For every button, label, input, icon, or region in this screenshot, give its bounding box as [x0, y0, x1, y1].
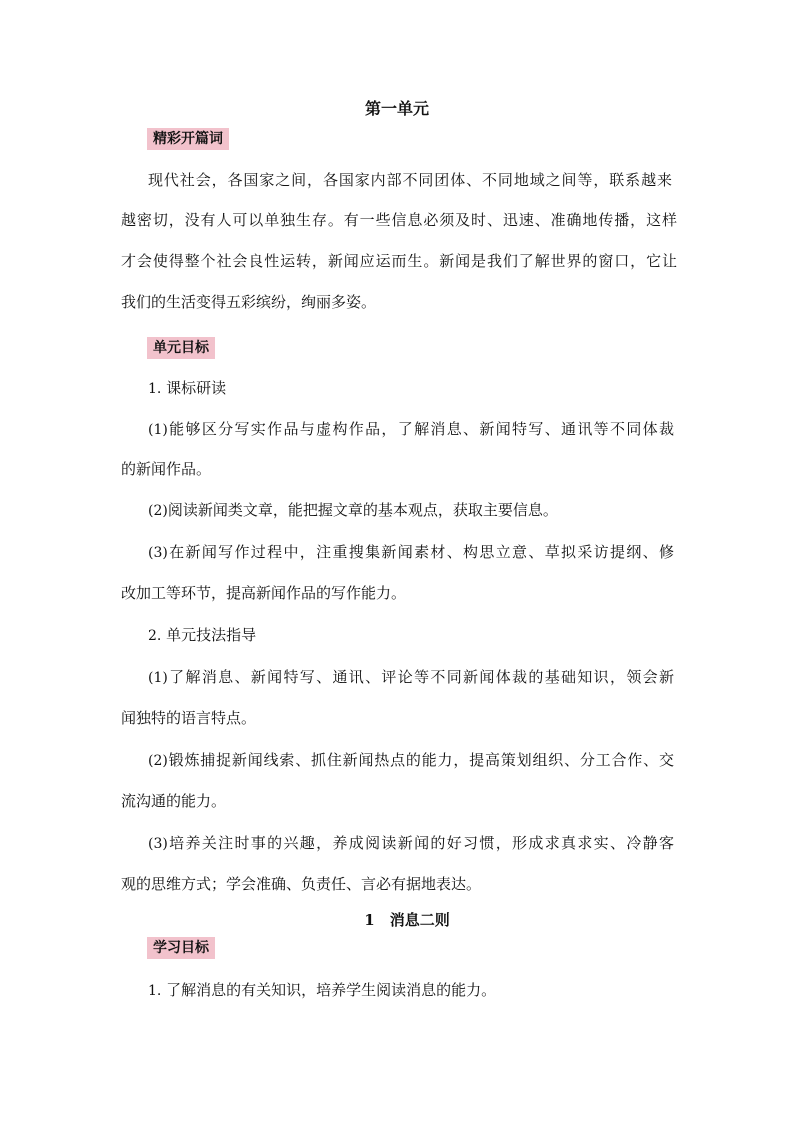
part1-item1-number: (1)	[148, 422, 168, 438]
part1-title: 课标研读	[166, 379, 227, 397]
part2-item1-line1	[148, 667, 674, 688]
section-badge-learning: 学习目标	[147, 937, 215, 959]
intro-line-2: 越密切，没有人可以单独生存。有一些信息必须及时、迅速、准确地传播，这样	[121, 211, 677, 229]
learning-goal-number: 1.	[148, 983, 162, 999]
part2-item1-line2: 闻独特的语言特点。	[121, 709, 257, 727]
part2-item3-text: 培养关注时事的兴趣，养成阅读新闻的好习惯，形成求真求实、冷静客	[167, 834, 674, 852]
part1-item2-text: 阅读新闻类文章，能把握文章的基本观点，获取主要信息。	[167, 501, 558, 519]
unit-title: 第一单元	[364, 99, 429, 118]
section-badge-goals: 单元目标	[147, 337, 215, 359]
part1-item2-line1	[148, 500, 704, 521]
part1-item3-text: 在新闻写作过程中，注重搜集新闻素材、构思立意、草拟采访提纲、修	[167, 543, 674, 561]
part2-heading	[148, 625, 704, 646]
learning-goal-text: 了解消息的有关知识，培养学生阅读消息的能力。	[166, 981, 497, 999]
part2-item3-line1	[148, 833, 674, 854]
part2-item2-line1	[148, 750, 674, 771]
part2-item2-number: (2)	[148, 753, 168, 769]
part2-item3-number: (3)	[148, 836, 168, 852]
part1-item1-line2: 的新闻作品。	[121, 460, 212, 478]
part2-item1-text: 了解消息、新闻特写、通讯、评论等不同新闻体裁的基础知识，领会新	[167, 668, 674, 686]
part2-item2-text: 锻炼捕捉新闻线索、抓住新闻热点的能力，提高策划组织、分工合作、交	[167, 751, 674, 769]
learning-goal-line	[148, 980, 704, 1001]
part1-item3-number: (3)	[148, 545, 168, 561]
intro-line-4: 我们的生活变得五彩缤纷，绚丽多姿。	[121, 293, 377, 311]
part2-item3-line2: 观的思维方式；学会准确、负责任、言必有据地表达。	[121, 875, 482, 893]
part1-item3-line2: 改加工等环节，提高新闻作品的写作能力。	[121, 584, 407, 602]
part1-item2-number: (2)	[148, 503, 168, 519]
section-badge-opening: 精彩开篇词	[147, 128, 229, 150]
part1-item1-text: 能够区分写实作品与虚构作品，了解消息、新闻特写、通讯等不同体裁	[167, 420, 674, 438]
part1-item1-line1	[148, 419, 674, 440]
intro-line-1: 现代社会，各国家之间，各国家内部不同团体、不同地域之间等，联系越来	[148, 171, 672, 189]
part1-item3-line1	[148, 542, 674, 563]
lesson-title: 1 消息二则	[364, 911, 450, 929]
part2-item2-line2: 流沟通的能力。	[121, 792, 227, 810]
part2-number: 2.	[148, 628, 162, 644]
part2-item1-number: (1)	[148, 670, 168, 686]
part2-title: 单元技法指导	[166, 626, 257, 644]
intro-line-3: 才会使得整个社会良性运转，新闻应运而生。新闻是我们了解世界的窗口，它让	[121, 252, 677, 270]
part1-heading	[148, 378, 704, 399]
part1-number: 1.	[148, 381, 162, 397]
